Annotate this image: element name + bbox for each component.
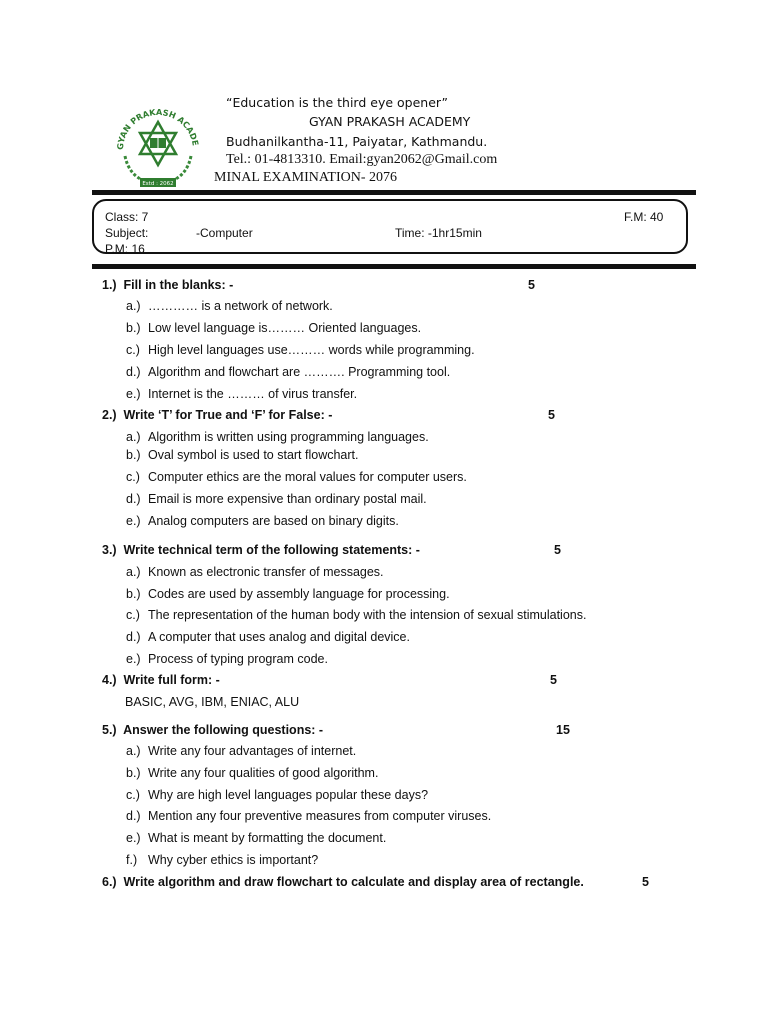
list-item: e.) Process of typing program code. <box>126 652 328 666</box>
exam-time: Time: -1hr15min <box>395 226 482 240</box>
header-divider-bottom <box>92 264 696 269</box>
list-item: f.) Why cyber ethics is important? <box>126 853 319 867</box>
list-item: a.) Known as electronic transfer of messages. <box>126 565 384 579</box>
question-number: 6.) <box>102 875 117 889</box>
list-item: b.) Write any four qualities of good algorithm. <box>126 766 379 780</box>
list-item: d.) Algorithm and flowchart are ………. Programming tool. <box>126 365 451 379</box>
question-number: 2.) <box>102 408 117 422</box>
list-item: c.) Computer ethics are the moral values for computer users. <box>126 470 467 484</box>
logo-estd-text: Estd : 2062 <box>142 181 174 187</box>
class-label: Class: 7 <box>105 210 149 224</box>
logo-emblem <box>113 98 203 190</box>
question-number: 5.) <box>102 723 117 737</box>
school-logo <box>113 98 203 190</box>
question-1 <box>102 278 535 292</box>
school-contact: Tel.: 01-4813310. Email:gyan2062@Gmail.com <box>226 152 498 167</box>
question-title: Write ‘T’ for True and ‘F’ for False: - <box>123 408 333 422</box>
logo-ring-text: GYAN PRAKASH ACADE <box>114 106 201 151</box>
list-item: a.) ………… is a network of network. <box>126 299 333 313</box>
question-marks: 15 <box>556 723 570 737</box>
question-marks: 5 <box>554 543 561 557</box>
question-number: 4.) <box>102 673 117 687</box>
exam-info-box <box>92 199 688 254</box>
school-motto: “Education is the third eye opener” <box>226 95 449 110</box>
school-name: GYAN PRAKASH ACADEMY <box>309 114 471 129</box>
question-title: Fill in the blanks: - <box>123 278 234 292</box>
list-item: a.) Algorithm is written using programming languages. <box>126 430 429 444</box>
question-2 <box>102 408 555 422</box>
list-item: d.) A computer that uses analog and digital device. <box>126 630 410 644</box>
list-item: d.) Email is more expensive than ordinary postal mail. <box>126 492 427 506</box>
list-item: e.) Analog computers are based on binary digits. <box>126 514 399 528</box>
header-divider-top <box>92 190 696 195</box>
question-marks: 5 <box>528 278 535 292</box>
list-item: b.) Oval symbol is used to start flowchart. <box>126 448 359 462</box>
question-title: Write algorithm and draw flowchart to calculate and display area of rectangle. <box>123 875 584 889</box>
question-title: Write full form: - <box>123 673 220 687</box>
question-4 <box>102 673 557 687</box>
list-item: b.) Low level language is……… Oriented languages. <box>126 321 422 335</box>
subject-value: -Computer <box>196 226 253 240</box>
subject-label: Subject: <box>105 226 149 240</box>
list-item: e.) What is meant by formatting the document. <box>126 831 387 845</box>
question-title: Answer the following questions: - <box>123 723 324 737</box>
full-marks: F.M: 40 <box>624 210 664 224</box>
question-number: 1.) <box>102 278 117 292</box>
question-number: 3.) <box>102 543 117 557</box>
question-title: Write technical term of the following statements: - <box>123 543 420 557</box>
list-item: c.) High level languages use……… words while programming. <box>126 343 475 357</box>
list-item: c.) Why are high level languages popular these days? <box>126 788 429 802</box>
list-item: e.) Internet is the ……… of virus transfer. <box>126 387 358 401</box>
exam-title: MINAL EXAMINATION- 2076 <box>214 170 398 185</box>
question-6 <box>102 875 649 889</box>
pass-marks: P.M: 16 <box>105 242 145 254</box>
question-marks: 5 <box>642 875 649 889</box>
full-form-list: BASIC, AVG, IBM, ENIAC, ALU <box>125 695 300 709</box>
school-address: Budhanilkantha-11, Paiyatar, Kathmandu. <box>226 134 488 149</box>
question-marks: 5 <box>548 408 555 422</box>
list-item: b.) Codes are used by assembly language for processing. <box>126 587 450 601</box>
list-item: c.) The representation of the human body with the intension of sexual stimulations. <box>126 608 587 622</box>
question-5 <box>102 723 570 737</box>
question-marks: 5 <box>550 673 557 687</box>
list-item: a.) Write any four advantages of internet. <box>126 744 357 758</box>
question-3 <box>102 543 561 557</box>
list-item: d.) Mention any four preventive measures from computer viruses. <box>126 809 492 823</box>
